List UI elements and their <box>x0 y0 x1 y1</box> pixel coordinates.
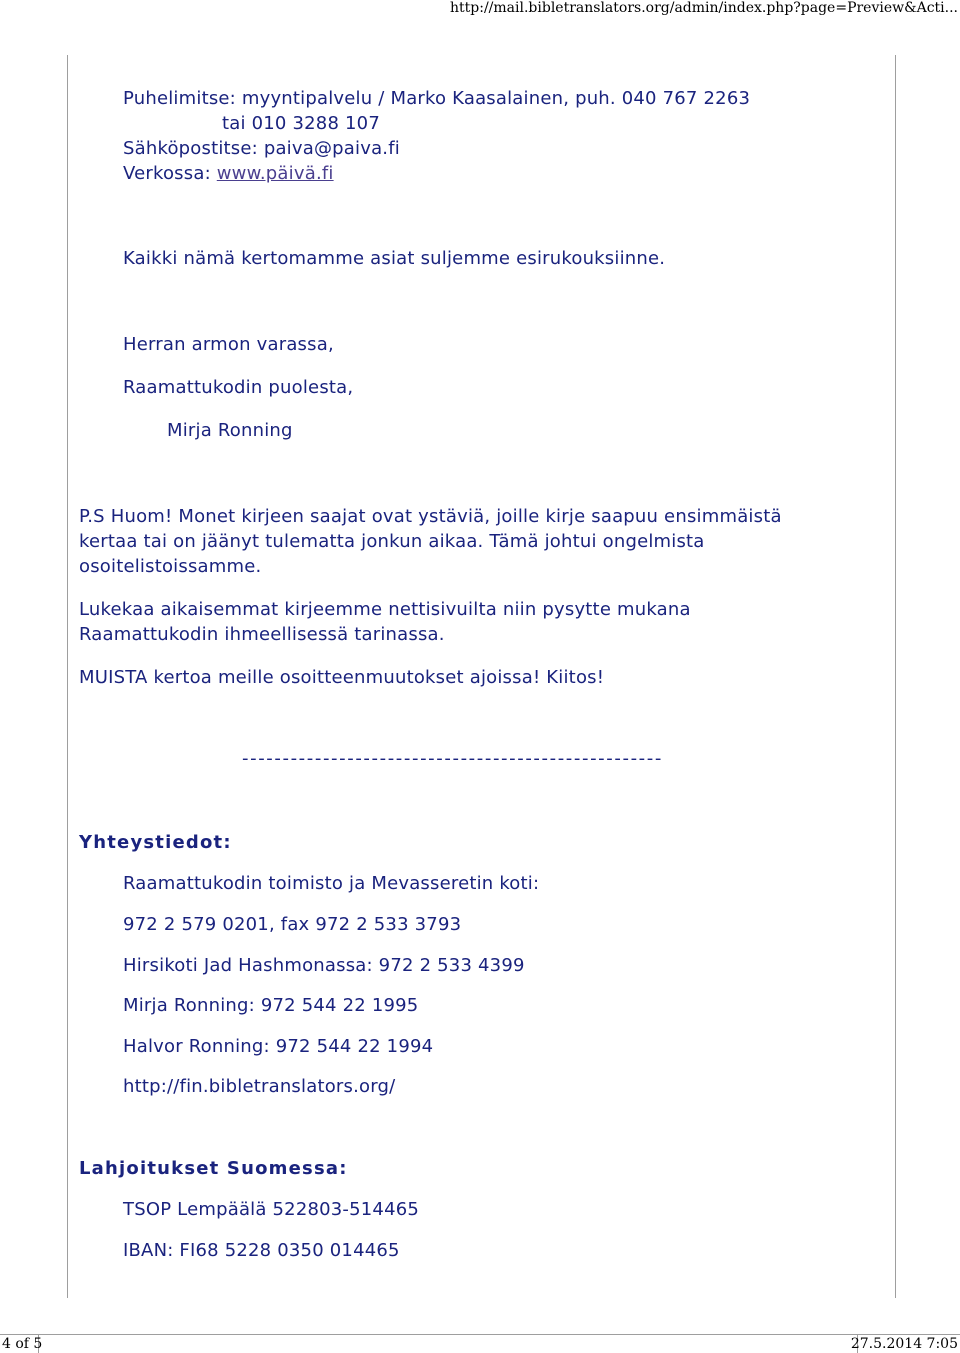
page-number: 4 of 5 <box>2 1336 43 1352</box>
phone-line: Puhelimitse: myyntipalvelu / Marko Kaasalainen, puh. 040 767 2263 <box>123 88 751 109</box>
donations-tsop: TSOP Lempäälä 522803-514465 <box>123 1199 420 1220</box>
contacts-website[interactable]: http://fin.bibletranslators.org/ <box>123 1076 396 1097</box>
ps-line-1: P.S Huom! Monet kirjeen saajat ovat ystäviä, joille kirje saapuu ensimmäistä <box>79 506 782 527</box>
ps-line-4: Lukekaa aikaisemmat kirjeemme nettisivuilta niin pysytte mukana <box>79 599 691 620</box>
web-label: Verkossa: <box>123 163 217 184</box>
content-frame-left-border <box>67 55 68 1298</box>
content-frame-right-border <box>895 55 896 1298</box>
donations-heading: Lahjoitukset Suomessa: <box>79 1158 348 1179</box>
ps-line-6: MUISTA kertoa meille osoitteenmuutokset ajoissa! Kiitos! <box>79 667 605 688</box>
contacts-office: Raamattukodin toimisto ja Mevasseretin koti: <box>123 873 540 894</box>
email-line: Sähköpostitse: paiva@paiva.fi <box>123 138 400 159</box>
print-datetime: 27.5.2014 7:05 <box>850 1336 958 1352</box>
ps-line-5: Raamattukodin ihmeellisessä tarinassa. <box>79 624 445 645</box>
contacts-halvor: Halvor Ronning: 972 544 22 1994 <box>123 1036 434 1057</box>
contacts-hirsikoti: Hirsikoti Jad Hashmonassa: 972 2 533 4399 <box>123 955 525 976</box>
ps-line-2: kertaa tai on jäänyt tulematta jonkun aikaa. Tämä johtui ongelmista <box>79 531 705 552</box>
ps-line-3: osoitelistoissamme. <box>79 556 262 577</box>
footer-rule <box>0 1334 960 1335</box>
separator-dashes: ---------------------------------------------------- <box>242 748 663 769</box>
phone-alt-line: tai 010 3288 107 <box>222 113 380 134</box>
closing-greeting: Herran armon varassa, <box>123 334 334 355</box>
closing-org: Raamattukodin puolesta, <box>123 377 354 398</box>
print-header-url: http://mail.bibletranslators.org/admin/index.php?page=Preview&Acti... <box>450 0 958 16</box>
web-link[interactable]: www.päivä.fi <box>216 163 334 184</box>
prayer-line: Kaikki nämä kertomamme asiat suljemme esirukouksiinne. <box>123 248 666 269</box>
closing-signer: Mirja Ronning <box>167 420 293 441</box>
donations-iban: IBAN: FI68 5228 0350 014465 <box>123 1240 400 1261</box>
contacts-office-phone: 972 2 579 0201, fax 972 2 533 3793 <box>123 914 462 935</box>
contacts-mirja: Mirja Ronning: 972 544 22 1995 <box>123 995 419 1016</box>
contacts-heading: Yhteystiedot: <box>79 832 232 853</box>
web-line <box>123 163 334 184</box>
